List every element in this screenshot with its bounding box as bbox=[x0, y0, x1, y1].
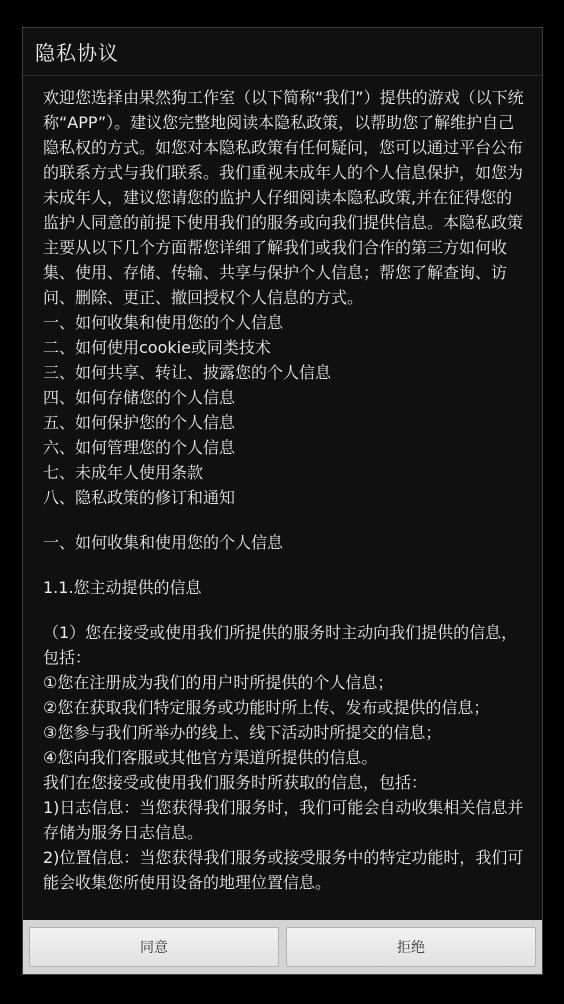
reject-button[interactable]: 拒绝 bbox=[286, 927, 536, 967]
list-item: ②您在获取我们特定服务或功能时所上传、发布或提供的信息； bbox=[43, 698, 490, 717]
privacy-content-scroll[interactable] bbox=[23, 77, 542, 921]
subsection-heading: 1.1.您主动提供的信息 bbox=[43, 578, 202, 597]
list-item: ④您向我们客服或其他官方渠道所提供的信息。 bbox=[43, 748, 378, 767]
item-intro: （1）您在接受或使用我们所提供的服务时主动向我们提供的信息，包括： bbox=[43, 623, 518, 667]
intro-paragraph: 欢迎您选择由果然狗工作室（以下简称“我们”）提供的游戏（以下统称“APP”）。建议您完整地阅读本隐私政策，以帮助您了解维护自己隐私权的方式。如您对本隐私政策有任何疑问，您可以通过平台公布的联系方式与我们联系。我们重视未成年人的个人信息保护，如您为未成年人，建议您请您的监护人仔细阅读本隐私政策,并在征得您的监护人同意的前提下使用我们的服务或向我们提供信息。本隐私政策主要从以下几个方面帮您详细了解我们或我们合作的第三方如何收集、使用、存储、传输、共享与保护个人信息；帮您了解查询、访问、删除、更正、撤回授权个人信息的方式。 bbox=[43, 88, 524, 307]
agree-button[interactable]: 同意 bbox=[29, 927, 279, 967]
scroll-fade bbox=[23, 899, 542, 921]
section-heading: 一、如何收集和使用您的个人信息 bbox=[43, 533, 284, 552]
toc-item: 二、如何使用cookie或同类技术 bbox=[43, 338, 271, 357]
toc-item: 八、隐私政策的修订和通知 bbox=[43, 488, 236, 507]
log-info: 1)日志信息：当您获得我们服务时，我们可能会自动收集相关信息并存储为服务日志信息。 bbox=[43, 798, 524, 842]
privacy-content bbox=[23, 77, 542, 895]
list-item: ①您在注册成为我们的用户时所提供的个人信息； bbox=[43, 673, 394, 692]
toc-item: 三、如何共享、转让、披露您的个人信息 bbox=[43, 363, 332, 382]
list-item: ③您参与我们所举办的线上、线下活动时所提交的信息； bbox=[43, 723, 442, 742]
dialog-button-bar bbox=[23, 920, 542, 974]
toc-item: 六、如何管理您的个人信息 bbox=[43, 438, 236, 457]
location-info: 2)位置信息：当您获得我们服务或接受服务中的特定功能时，我们可能会收集您所使用设备的地理位置信息。 bbox=[43, 848, 524, 892]
dialog-title: 隐私协议 bbox=[35, 41, 119, 65]
toc-item: 七、未成年人使用条款 bbox=[43, 463, 204, 482]
spacer bbox=[43, 600, 526, 620]
toc-item: 一、如何收集和使用您的个人信息 bbox=[43, 313, 284, 332]
spacer bbox=[43, 555, 526, 575]
privacy-dialog bbox=[22, 27, 543, 975]
toc-item: 四、如何存储您的个人信息 bbox=[43, 388, 236, 407]
collected-intro: 我们在您接受或使用我们服务时所获取的信息，包括： bbox=[43, 773, 428, 792]
toc-item: 五、如何保护您的个人信息 bbox=[43, 413, 236, 432]
spacer bbox=[43, 510, 526, 530]
dialog-title-bar bbox=[23, 28, 542, 76]
